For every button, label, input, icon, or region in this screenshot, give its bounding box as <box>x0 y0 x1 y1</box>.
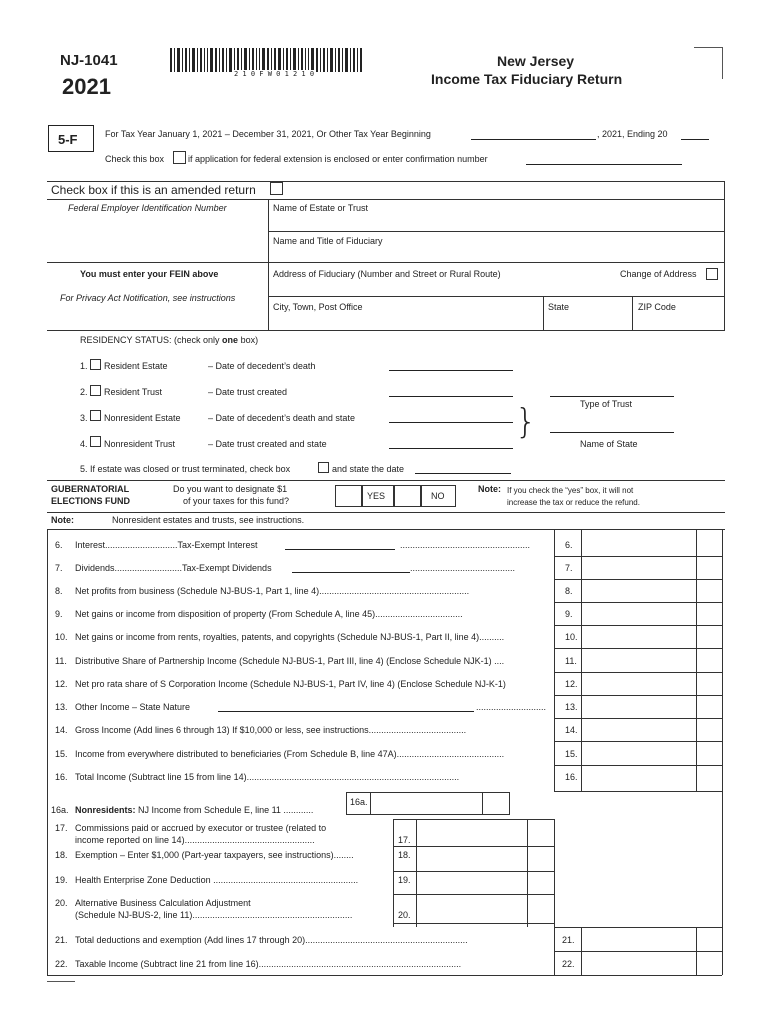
income-line-text: Income from everywhere distributed to beneficiaries (From Schedule B, line 47A)........................................... <box>75 749 505 759</box>
income-line-ref: 12. <box>565 679 578 689</box>
deduction-line-amount-input[interactable] <box>418 895 526 922</box>
change-address-label: Change of Address <box>620 269 697 279</box>
table-left-border <box>47 529 48 975</box>
state-input[interactable] <box>545 314 631 330</box>
cents-col-left <box>696 529 697 791</box>
income-line-num: 7. <box>55 563 63 573</box>
privacy-note: For Privacy Act Notification, see instructions <box>60 293 236 303</box>
income-line-num: 16. <box>55 772 68 782</box>
income-line-num: 8. <box>55 586 63 596</box>
name-divider <box>268 231 725 232</box>
barcode-digits: 2 1 0 F W 0 1 2 1 0 <box>234 70 315 78</box>
residency-status-heading <box>80 335 258 346</box>
type-of-trust-input[interactable] <box>550 396 674 397</box>
income-line-cents-input[interactable] <box>698 650 721 671</box>
income-line-num: 6. <box>55 540 63 550</box>
income-line-text: Total Income (Subtract line 15 from line 14)..................................................................................... <box>75 772 460 782</box>
income-line-cents-input[interactable] <box>698 743 721 764</box>
deduction-line-amount-input[interactable] <box>418 847 526 870</box>
name-estate-input[interactable] <box>270 214 724 231</box>
income-line-num: 15. <box>55 749 68 759</box>
name-of-state-label: Name of State <box>580 439 638 449</box>
deduction-line-text: Commissions paid or accrued by executor or trustee (related to <box>75 823 327 833</box>
deduction-line-amount-input[interactable] <box>418 820 526 845</box>
income-line-ref: 8. <box>565 586 573 596</box>
resident-estate-label: Resident Estate <box>104 361 168 371</box>
final-line-ref: 21. <box>562 935 575 945</box>
residency-option-3-num: 3. <box>80 413 88 423</box>
deduction-line-ref: 19. <box>398 875 411 885</box>
zip-input[interactable] <box>634 314 724 330</box>
deduction-line-text: Exemption – Enter $1,000 (Part-year taxpayers, see instructions)........ <box>75 850 354 860</box>
final-line-num: 22. <box>55 959 68 969</box>
income-line-cents-input[interactable] <box>698 603 721 624</box>
nonresident-trust-checkbox[interactable] <box>90 436 101 447</box>
corner-mark-side <box>722 47 723 79</box>
note-bar-text: Nonresident estates and trusts, see instructions. <box>112 515 305 525</box>
form-id: NJ-1041 <box>60 52 118 69</box>
final-line-ref: 22. <box>562 959 575 969</box>
type-of-trust-label: Type of Trust <box>580 399 633 409</box>
residency-brace: } <box>515 402 537 442</box>
final-line-amount-input[interactable] <box>583 929 695 950</box>
nonresident-estate-checkbox[interactable] <box>90 410 101 421</box>
income-line-dots: ............................ <box>476 702 547 712</box>
income-row-divider <box>554 741 722 742</box>
name-estate-label: Name of Estate or Trust <box>273 203 369 213</box>
line-16a-ref-label: 16a. <box>350 797 368 807</box>
deduction-line-cents-input[interactable] <box>529 847 553 870</box>
elections-note-label: Note: <box>478 484 501 494</box>
deduction-line-text-2: (Schedule NJ-BUS-2, line 11)................................................................ <box>75 910 353 920</box>
elections-note-2: increase the tax or reduce the refund. <box>507 498 640 507</box>
income-line-amount-input[interactable] <box>583 743 695 764</box>
income-line-field[interactable] <box>292 572 410 573</box>
income-line-amount-input[interactable] <box>583 766 695 787</box>
table-right-border <box>722 529 723 975</box>
city-label: City, Town, Post Office <box>273 302 363 312</box>
resident-estate-checkbox[interactable] <box>90 359 101 370</box>
income-row-divider <box>554 648 722 649</box>
nonresident-estate-label: Nonresident Estate <box>104 413 181 423</box>
final-line-num: 21. <box>55 935 68 945</box>
income-line-amount-input[interactable] <box>583 557 695 578</box>
amended-divider <box>47 199 725 200</box>
final-line-cents-input[interactable] <box>698 929 721 950</box>
income-line-ref: 11. <box>565 656 577 666</box>
amount-col-left <box>581 529 582 791</box>
income-line-num: 11. <box>55 656 67 666</box>
nonresident-estate-desc: – Date of decedent’s death and state <box>208 413 355 423</box>
income-line-ref: 16. <box>565 772 578 782</box>
name-fiduciary-label: Name and Title of Fiduciary <box>273 236 383 246</box>
nonresident-trust-date-input[interactable] <box>389 448 513 449</box>
income-line-num: 12. <box>55 679 68 689</box>
residency-option-2-num: 2. <box>80 387 88 397</box>
resident-estate-desc: – Date of decedent’s death <box>208 361 316 371</box>
fein-label: Federal Employer Identification Number <box>68 203 227 213</box>
id-col-divider <box>268 199 269 331</box>
income-line-text: Interest.............................Tax-Exempt Interest <box>75 540 258 550</box>
closed-date-input[interactable] <box>415 473 511 474</box>
tax-year-begin-input[interactable] <box>471 139 596 140</box>
deduction-line-text: Alternative Business Calculation Adjustment <box>75 898 251 908</box>
zip-col-divider <box>632 296 633 331</box>
line-16a-num: 16a. <box>51 805 69 815</box>
income-line-cents-input[interactable] <box>698 557 721 578</box>
income-line-amount-input[interactable] <box>583 603 695 624</box>
fein-input[interactable] <box>48 216 268 260</box>
line-16a-text <box>75 805 313 816</box>
fein-required-note: You must enter your FEIN above <box>80 269 219 279</box>
deduction-line-ref: 20. <box>398 910 411 920</box>
check-this-box-text: Check this box <box>105 154 165 164</box>
income-line-text: Other Income – State Nature <box>75 702 191 712</box>
income-line-text: Distributive Share of Partnership Income (Schedule NJ-BUS-1, Part III, line 4) (Enclose Schedule NJK-1) .... <box>75 656 505 666</box>
income-line-cents-input[interactable] <box>698 719 721 740</box>
deduction-line-ref: 17. <box>398 835 411 845</box>
elections-question-1: Do you want to designate $1 <box>173 484 288 494</box>
final-line-cents-input[interactable] <box>698 953 721 974</box>
fiduciary-divider <box>47 262 725 263</box>
elections-top-divider <box>47 480 725 481</box>
closed-terminated-text-b: and state the date <box>332 464 405 474</box>
income-line-cents-input[interactable] <box>698 766 721 787</box>
income-line-num: 9. <box>55 609 63 619</box>
title-form: Income Tax Fiduciary Return <box>431 71 623 87</box>
elections-yes-label-box <box>362 485 394 507</box>
name-fiduciary-input[interactable] <box>270 247 724 261</box>
title-state: New Jersey <box>497 53 575 69</box>
elections-no-label-box <box>421 485 456 507</box>
income-line-field[interactable] <box>218 711 474 712</box>
confirmation-number-input[interactable] <box>526 164 682 165</box>
zip-label: ZIP Code <box>638 302 676 312</box>
closed-terminated-text: 5. If estate was closed or trust terminated, check box <box>80 464 291 474</box>
extension-text: if application for federal extension is enclosed or enter confirmation number <box>188 154 488 164</box>
income-line-field[interactable] <box>285 549 395 550</box>
income-line-text: Net pro rata share of S Corporation Income (Schedule NJ-BUS-1, Part IV, line 4) (Enclose Schedule NJ-K-1) <box>75 679 506 689</box>
income-line-text: Dividends...........................Tax-Exempt Dividends <box>75 563 272 573</box>
elections-no-label: NO <box>431 491 445 501</box>
elections-title-1: GUBERNATORIAL <box>51 484 130 494</box>
resident-trust-checkbox[interactable] <box>90 385 101 396</box>
income-line-text: Net profits from business (Schedule NJ-BUS-1, Part 1, line 4)............................................................ <box>75 586 470 596</box>
line-16a-desc: NJ Income from Schedule E, line 11 ............ <box>135 805 314 815</box>
income-line-text: Net gains or income from disposition of property (From Schedule A, line 45)................................... <box>75 609 463 619</box>
deduction-line-num: 19. <box>55 875 68 885</box>
line-16a-bold: Nonresidents: <box>75 805 136 815</box>
deduction-line-cents-input[interactable] <box>529 872 553 893</box>
elections-bottom-divider <box>47 512 725 513</box>
form-tab <box>48 125 94 152</box>
deduction-line-text: Health Enterprise Zone Deduction .......................................................... <box>75 875 359 885</box>
barcode <box>170 48 362 78</box>
final-line-text: Taxable Income (Subtract line 21 from line 16)................................................................................. <box>75 959 462 969</box>
extension-checkbox[interactable] <box>173 151 186 164</box>
income-line-amount-input[interactable] <box>583 673 695 694</box>
income-line-ref: 6. <box>565 540 573 550</box>
elections-title-2: ELECTIONS FUND <box>51 496 131 506</box>
amended-return-label: Check box if this is an amended return <box>51 183 256 197</box>
nonresident-trust-label: Nonresident Trust <box>104 439 176 449</box>
income-line-ref: 13. <box>565 702 578 712</box>
income-line-num: 14. <box>55 725 68 735</box>
deduction-line-cents-input[interactable] <box>529 895 553 922</box>
line-16a-ref <box>346 792 371 815</box>
note-bar-bottom <box>47 529 725 530</box>
income-line-num: 13. <box>55 702 68 712</box>
deduction-row-divider <box>393 923 554 924</box>
residency-option-1-num: 1. <box>80 361 88 371</box>
income-line-cents-input[interactable] <box>698 673 721 694</box>
line-16a-cents-input[interactable] <box>482 792 510 815</box>
income-line-dots: .................................................... <box>400 540 531 550</box>
income-line-amount-input[interactable] <box>583 626 695 647</box>
deduction-line-ref: 18. <box>398 850 411 860</box>
final-line-amount-input[interactable] <box>583 953 695 974</box>
deduction-line-num: 18. <box>55 850 68 860</box>
elections-question-2: of your taxes for this fund? <box>183 496 290 506</box>
income-line-num: 10. <box>55 632 68 642</box>
final-top <box>554 927 722 928</box>
decedent-death-date-input[interactable] <box>389 370 513 371</box>
deduction-line-text-2: income reported on line 14).................................................... <box>75 835 315 845</box>
barcode-graphic <box>170 48 362 72</box>
income-line-amount-input[interactable] <box>583 696 695 717</box>
resident-trust-desc: – Date trust created <box>208 387 288 397</box>
income-line-amount-input[interactable] <box>583 580 695 601</box>
income-line-amount-input[interactable] <box>583 650 695 671</box>
line-16a-amount-input[interactable] <box>370 792 483 815</box>
corner-mark-top <box>694 47 722 48</box>
city-input[interactable] <box>270 314 542 330</box>
name-of-state-input[interactable] <box>550 432 674 433</box>
income-line-cents-input[interactable] <box>698 534 721 555</box>
change-address-checkbox[interactable] <box>706 268 718 280</box>
corner-mark-bottom <box>47 981 75 982</box>
income-line-cents-input[interactable] <box>698 626 721 647</box>
income-table-bottom <box>554 791 722 792</box>
address-divider <box>268 296 725 297</box>
note-bar-label: Note: <box>51 515 74 525</box>
income-line-ref: 10. <box>565 632 578 642</box>
address-label: Address of Fiduciary (Number and Street or Rural Route) <box>273 269 501 279</box>
final-row-divider <box>554 951 722 952</box>
ded-right <box>554 819 555 927</box>
tax-year-end-input[interactable] <box>681 139 709 140</box>
deduction-line-cents-input[interactable] <box>529 820 553 845</box>
income-line-text: Gross Income (Add lines 6 through 13) If $10,000 or less, see instructions....................................... <box>75 725 467 735</box>
resident-trust-label: Resident Trust <box>104 387 163 397</box>
deduction-line-num: 17. <box>55 823 68 833</box>
income-line-ref: 15. <box>565 749 578 759</box>
income-line-amount-input[interactable] <box>583 719 695 740</box>
residency-status-bold: one <box>222 335 239 345</box>
tax-year-text: For Tax Year January 1, 2021 – December 31, 2021, Or Other Tax Year Beginning <box>105 129 431 139</box>
income-line-ref: 7. <box>565 563 573 573</box>
state-label: State <box>548 302 570 312</box>
elections-no-checkbox[interactable] <box>394 485 421 507</box>
residency-status-suffix: box) <box>238 335 259 345</box>
trust-created-date-input[interactable] <box>389 396 513 397</box>
nonresident-trust-desc: – Date trust created and state <box>208 439 327 449</box>
income-line-ref: 9. <box>565 609 573 619</box>
ded-ref-left <box>393 819 394 927</box>
income-line-amount-input[interactable] <box>583 534 695 555</box>
residency-status-prefix: RESIDENCY STATUS: (check only <box>80 335 223 345</box>
state-col-divider <box>543 296 544 331</box>
nonresident-estate-date-input[interactable] <box>389 422 513 423</box>
income-line-ref: 14. <box>565 725 578 735</box>
amended-return-checkbox[interactable] <box>270 182 283 195</box>
elections-yes-label: YES <box>367 491 386 501</box>
ref-col-left <box>554 529 555 791</box>
income-line-text: Net gains or income from rents, royalties, patents, and copyrights (Schedule NJ-BUS-1, Part II, line 4).......... <box>75 632 505 642</box>
income-line-cents-input[interactable] <box>698 696 721 717</box>
elections-note-1: If you check the “yes” box, it will not <box>507 486 634 495</box>
final-line-text: Total deductions and exemption (Add lines 17 through 20)................................................................. <box>75 935 468 945</box>
elections-yes-checkbox[interactable] <box>335 485 362 507</box>
form-tab-label: 5-F <box>58 132 78 147</box>
deduction-line-amount-input[interactable] <box>418 872 526 893</box>
residency-option-4-num: 4. <box>80 439 88 449</box>
deduction-line-num: 20. <box>55 898 68 908</box>
income-line-cents-input[interactable] <box>698 580 721 601</box>
ded-cents-left <box>527 819 528 927</box>
page-bottom-line <box>47 975 722 976</box>
income-line-dots: .......................................... <box>410 563 516 573</box>
form-year: 2021 <box>62 74 111 99</box>
ded-amount-left <box>416 819 417 927</box>
closed-terminated-checkbox[interactable] <box>318 462 329 473</box>
tax-year-ending-text: , 2021, Ending 20 <box>597 129 668 139</box>
